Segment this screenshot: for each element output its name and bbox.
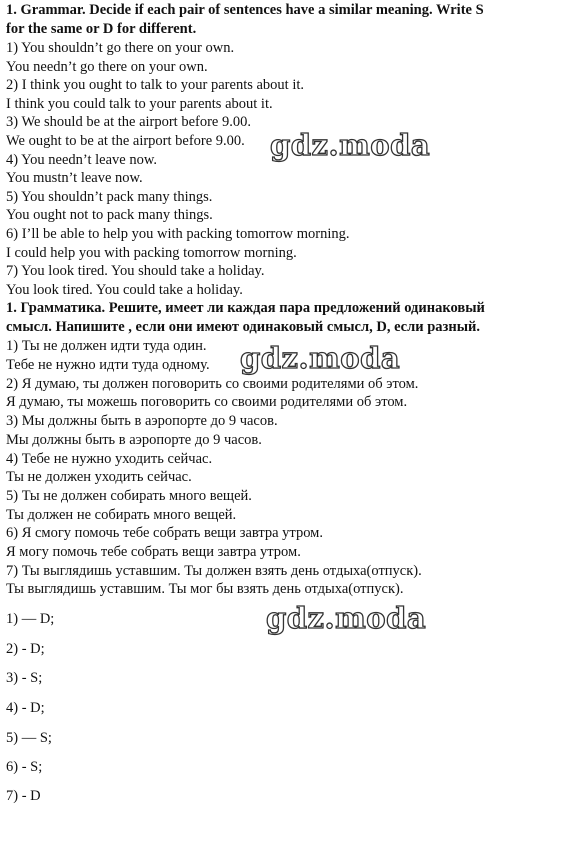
- russian-sentence: Ты выглядишь уставшим. Ты мог бы взять день отдыха(отпуск).: [6, 581, 404, 598]
- answer-item: 5) — S;: [6, 730, 52, 746]
- answer-item: 7) - D: [6, 788, 41, 804]
- russian-sentence: 3) Мы должны быть в аэропорте до 9 часов.: [6, 413, 278, 430]
- watermark-text: gdz.moda: [270, 128, 431, 162]
- russian-sentence: Ты не должен уходить сейчас.: [6, 469, 192, 486]
- english-sentence: You ought not to pack many things.: [6, 207, 213, 224]
- answer-item: 6) - S;: [6, 759, 43, 775]
- watermark-text: gdz.moda: [266, 601, 427, 635]
- answer-item: 4) - D;: [6, 700, 45, 716]
- english-sentence: 4) You needn’t leave now.: [6, 151, 158, 168]
- english-sentence: 1) You shouldn’t go there on your own.: [6, 40, 235, 56]
- russian-sentence: Я думаю, ты можешь поговорить со своими родителями об этом.: [6, 394, 408, 411]
- russian-sentence: 2) Я думаю, ты должен поговорить со своими родителями об этом.: [6, 375, 419, 392]
- english-sentence: 7) You look tired. You should take a holiday.: [6, 263, 265, 280]
- russian-heading-line-2: смысл. Напишите , если они имеют одинаковый смысл, D, если разный.: [6, 319, 481, 336]
- english-heading-line-1: 1. Grammar. Decide if each pair of sentences have a similar meaning. Write S: [6, 2, 484, 18]
- russian-sentence: 5) Ты не должен собирать много вещей.: [6, 487, 252, 504]
- russian-sentence: Ты должен не собирать много вещей.: [6, 506, 237, 523]
- english-sentence: I think you could talk to your parents about it.: [6, 95, 273, 112]
- russian-sentence: Тебе не нужно идти туда одному.: [6, 357, 210, 374]
- russian-heading-line-1: 1. Грамматика. Решите, имеет ли каждая пара предложений одинаковый: [6, 300, 485, 317]
- watermark-text: gdz.moda: [240, 341, 401, 375]
- english-sentence: You look tired. You could take a holiday.: [6, 281, 243, 298]
- english-sentence: 5) You shouldn’t pack many things.: [6, 188, 213, 205]
- russian-sentence: 1) Ты не должен идти туда один.: [6, 338, 207, 355]
- english-sentence: 6) I’ll be able to help you with packing tomorrow morning.: [6, 225, 350, 242]
- russian-sentence: Мы должны быть в аэропорте до 9 часов.: [6, 431, 262, 448]
- russian-sentence: 7) Ты выглядишь уставшим. Ты должен взять день отдыха(отпуск).: [6, 562, 422, 579]
- english-sentence: You needn’t go there on your own.: [6, 58, 208, 75]
- russian-sentence: 4) Тебе не нужно уходить сейчас.: [6, 450, 213, 467]
- english-sentence: I could help you with packing tomorrow morning.: [6, 244, 297, 261]
- english-heading-line-2: for the same or D for different.: [6, 21, 197, 37]
- russian-sentence: Я могу помочь тебе собрать вещи завтра утром.: [6, 544, 301, 561]
- answer-item: 2) - D;: [6, 641, 45, 657]
- answer-item: 3) - S;: [6, 670, 43, 686]
- russian-sentence: 6) Я смогу помочь тебе собрать вещи завтра утром.: [6, 525, 323, 542]
- english-sentence: 2) I think you ought to talk to your parents about it.: [6, 77, 305, 94]
- english-sentence: We ought to be at the airport before 9.00.: [6, 132, 245, 149]
- answer-item: 1) — D;: [6, 611, 55, 627]
- english-sentence: 3) We should be at the airport before 9.00.: [6, 114, 251, 131]
- document-page: [6, 0, 558, 599]
- english-sentence: You mustn’t leave now.: [6, 170, 143, 187]
